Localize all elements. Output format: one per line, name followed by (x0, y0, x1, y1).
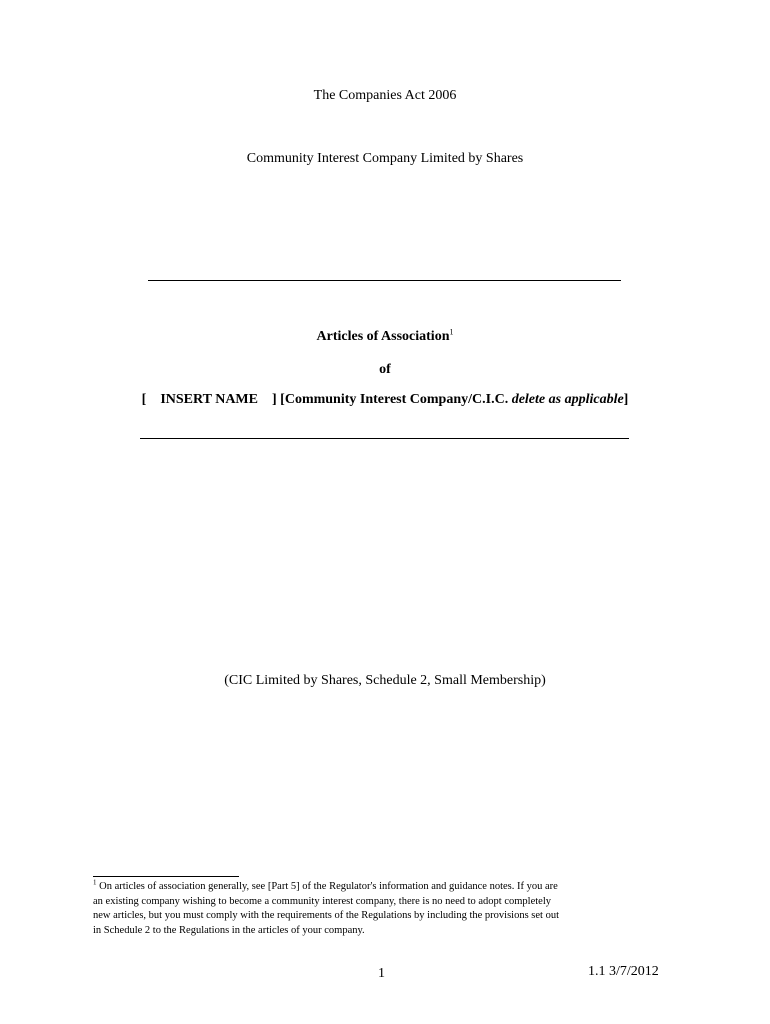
footnote-line (93, 880, 683, 895)
footnote-line: an existing company wishing to become a community interest company, there is no need to adopt completely (93, 895, 551, 907)
footnote (93, 880, 683, 938)
bottom-divider (140, 438, 629, 439)
of-line: of (379, 362, 391, 377)
articles-heading (0, 329, 770, 345)
company-type-line: Community Interest Company Limited by Shares (246, 151, 524, 166)
version-label: 1.1 3/7/2012 (588, 964, 659, 979)
name-placeholder: INSERT NAME (160, 392, 258, 407)
top-divider (148, 280, 621, 281)
schedule-line: (CIC Limited by Shares, Schedule 2, Small Membership) (224, 673, 546, 688)
name-open-bracket: [ (141, 392, 147, 407)
footnote-separator (93, 876, 239, 877)
page-number: 1 (378, 966, 385, 981)
name-close-bracket: ] (272, 392, 277, 407)
company-name-line (0, 392, 770, 408)
name-suffix: [Community Interest Company/C.I.C. (280, 392, 509, 407)
footnote-line-text: On articles of association generally, see [Part 5] of the Regulator's information and guidance notes. If you are (96, 881, 558, 892)
footnote-line: new articles, but you must comply with the requirements of the Regulations by including the provisions set out (93, 910, 560, 921)
articles-heading-text: Articles of Association (316, 329, 450, 344)
name-suffix-close: ] (623, 392, 629, 407)
act-title: The Companies Act 2006 (313, 88, 457, 103)
articles-footnote-ref: 1 (449, 327, 454, 337)
footnote-line: in Schedule 2 to the Regulations in the articles of your company. (93, 924, 365, 936)
footnote-marker: 1 (93, 878, 97, 887)
name-instruction: delete as applicable (511, 392, 624, 407)
